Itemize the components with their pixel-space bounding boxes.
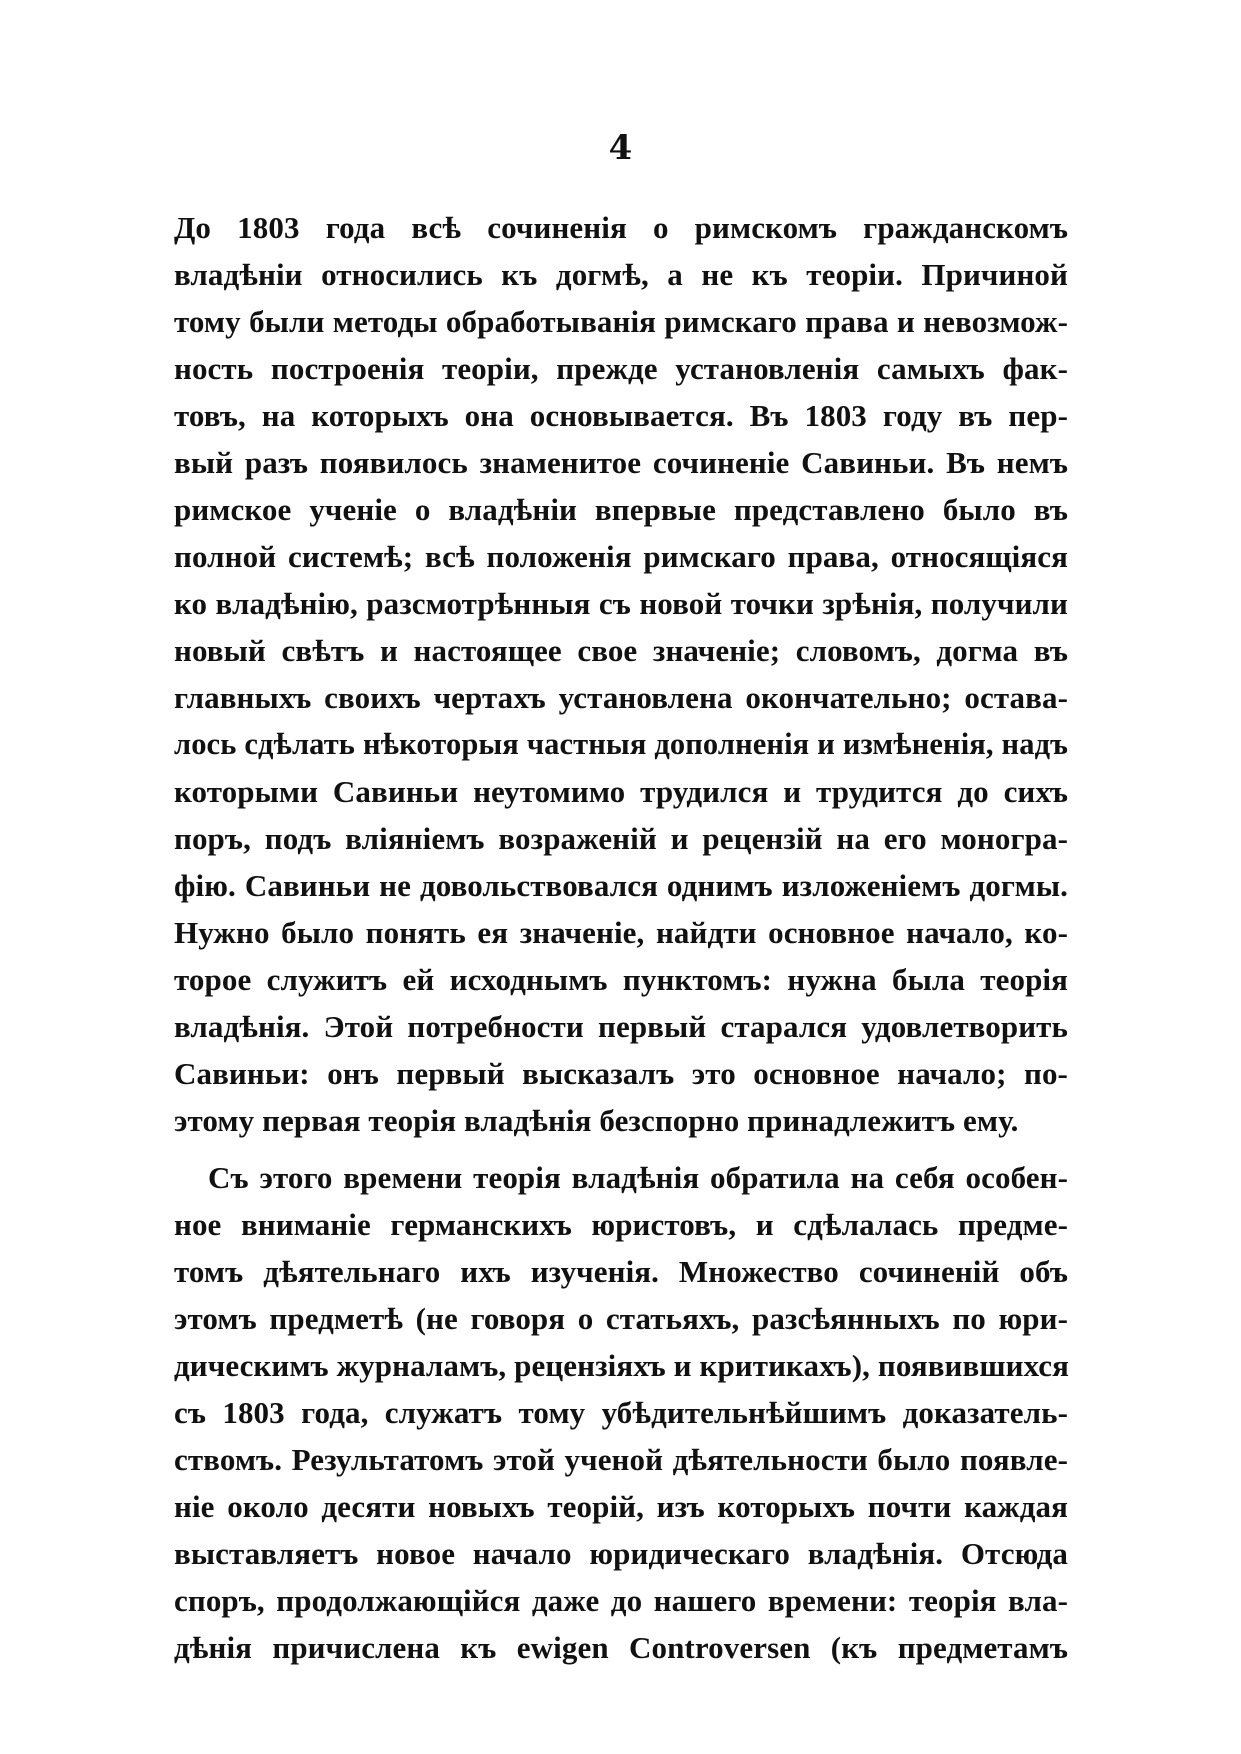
text-line: этомъ предметѣ (не говоря о статьяхъ, разсѣянныхъ по юри- <box>174 1301 1068 1336</box>
text-line: торое служитъ ей исходнымъ пунктомъ: нужна была теорія <box>174 962 1068 997</box>
paragraph-2 <box>174 1154 1068 1671</box>
text-line: тому были методы обработыванія римскаго права и невозмож- <box>174 304 1068 339</box>
text-line: ко владѣнію, разсмотрѣнныя съ новой точки зрѣнія, получили <box>174 586 1068 621</box>
text-line: выставляетъ новое начало юридическаго владѣнія. Отсюда <box>174 1536 1068 1571</box>
text-line: главныхъ своихъ чертахъ установлена окончательно; остава- <box>174 680 1068 715</box>
text-line: поръ, подъ вліяніемъ возраженій и рецензій на его моногра- <box>174 821 1068 856</box>
text-line: Съ этого времени теорія владѣнія обратила на себя особен- <box>208 1160 1068 1195</box>
text-line: Савиньи: онъ первый высказалъ это основное начало; по- <box>174 1056 1068 1091</box>
text-line: новый свѣтъ и настоящее свое значеніе; словомъ, догма въ <box>174 633 1068 668</box>
text-line: товъ, на которыхъ она основывается. Въ 1803 году въ пер- <box>174 398 1068 433</box>
text-line: владѣніи относились къ догмѣ, а не къ теоріи. Причиной <box>174 257 1068 292</box>
text-line: ствомъ. Результатомъ этой ученой дѣятельности было появле- <box>174 1442 1068 1477</box>
text-line: вый разъ появилось знаменитое сочиненіе Савиньи. Въ немъ <box>174 445 1068 480</box>
text-line: дическимъ журналамъ, рецензіяхъ и критикахъ), появившихся <box>174 1348 1070 1383</box>
text-line: ное вниманіе германскихъ юристовъ, и сдѣлалась предме- <box>174 1207 1068 1242</box>
body-text <box>174 204 1068 1671</box>
text-line: владѣнія. Этой потребности первый старался удовлетворить <box>174 1009 1068 1044</box>
text-line: До 1803 года всѣ сочиненія о римскомъ гражданскомъ <box>174 210 1068 245</box>
page-number: 4 <box>608 128 633 168</box>
text-line: лось сдѣлать нѣкоторыя частныя дополненія и измѣненія, надъ <box>174 727 1068 761</box>
text-line: фію. Савиньи не довольствовался однимъ изложеніемъ догмы. <box>174 868 1068 903</box>
text-line: томъ дѣятельнаго ихъ изученія. Множество сочиненій объ <box>174 1254 1068 1289</box>
text-line: споръ, продолжающійся даже до нашего времени: теорія вла- <box>174 1583 1068 1618</box>
paragraph-1 <box>174 204 1068 1144</box>
text-line: этому первая теорія владѣнія безспорно принадлежитъ ему. <box>174 1103 1019 1138</box>
text-line: дѣнія причислена къ ewigen Controversen (къ предметамъ <box>174 1630 1068 1665</box>
text-line: римское ученіе о владѣніи впервые представлено было въ <box>174 492 1068 527</box>
text-line: полной системѣ; всѣ положенія римскаго права, относящіяся <box>174 539 1068 574</box>
text-line: съ 1803 года, служатъ тому убѣдительнѣйшимъ доказатель- <box>174 1395 1068 1430</box>
text-line: Нужно было понять ея значеніе, найдти основное начало, ко- <box>174 915 1068 950</box>
text-line: ніе около десяти новыхъ теорій, изъ которыхъ почти каждая <box>174 1489 1068 1524</box>
text-line: ность построенія теоріи, прежде установленія самыхъ фак- <box>174 351 1068 386</box>
text-line: которыми Савиньи неутомимо трудился и трудится до сихъ <box>174 774 1068 809</box>
